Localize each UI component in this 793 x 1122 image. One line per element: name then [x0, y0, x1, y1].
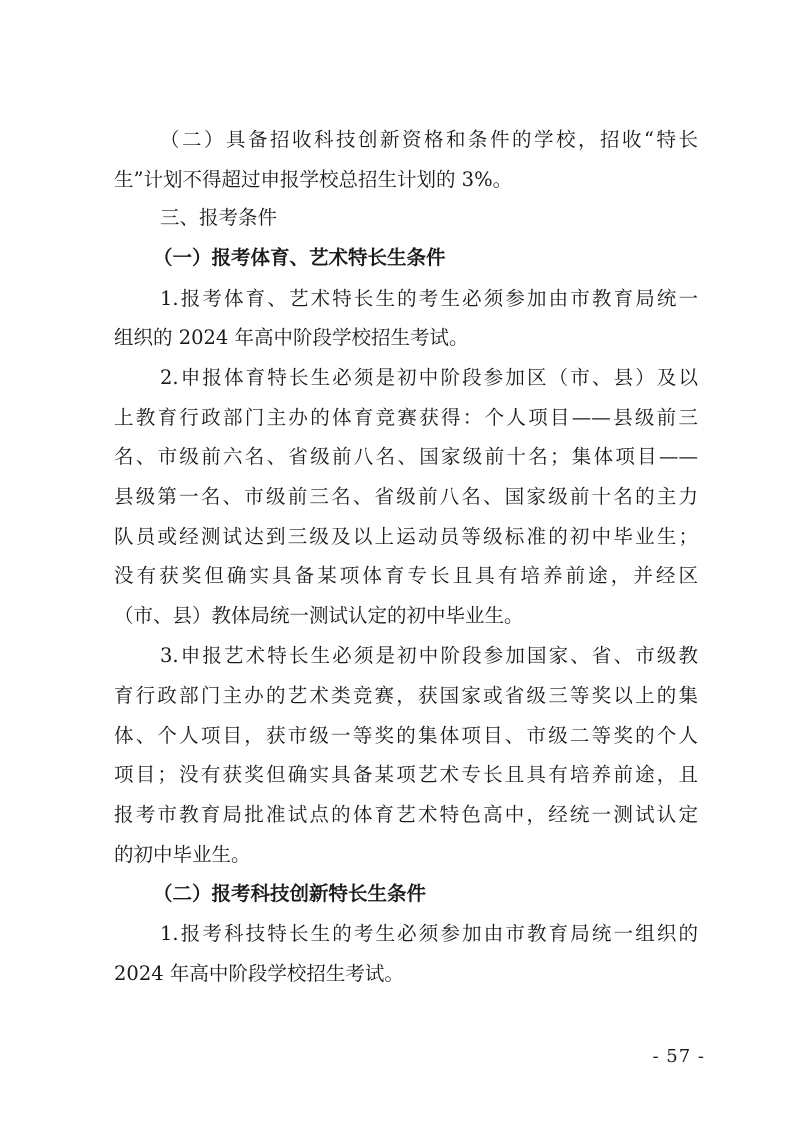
subsection-heading-text: （二）报考科技创新特长生条件: [153, 882, 427, 905]
text-line: [0, 320, 793, 356]
text-line: [0, 281, 793, 317]
text-line: [0, 837, 793, 873]
text-line: [0, 122, 793, 158]
paragraph-line: 体、个人项目，获市级一等奖的集体项目、市级二等奖的个人: [114, 724, 698, 747]
text-line: [0, 360, 793, 396]
paragraph-line: 县级第一名、市级前三名、省级前八名、国家级前十名的主力: [114, 485, 698, 508]
paragraph-line: 队员或经测试达到三级及以上运动员等级标准的初中毕业生；: [114, 525, 698, 548]
text-line: [0, 916, 793, 952]
subsection-heading: [0, 876, 793, 912]
text-line: [0, 678, 793, 714]
text-line: [0, 638, 793, 674]
paragraph-line: 组织的 2024 年高中阶段学校招生考试。: [114, 326, 469, 349]
section-heading: [0, 200, 793, 236]
text-line: [0, 956, 793, 992]
text-line: [0, 400, 793, 436]
text-line: [0, 598, 793, 634]
section-heading-text: 三、报考条件: [160, 206, 278, 229]
page-number: - 57 -: [652, 1046, 705, 1067]
text-line: [0, 558, 793, 594]
paragraph-line: 2024 年高中阶段学校招生考试。: [114, 962, 404, 985]
paragraph-line: 育行政部门主办的艺术类竞赛，获国家或省级三等奖以上的集: [114, 684, 698, 707]
text-line: [0, 162, 793, 198]
paragraph-line: 的初中毕业生。: [114, 843, 251, 866]
paragraph-line: 项目；没有获奖但确实具备某项艺术专长且具有培养前途，且: [114, 763, 698, 786]
paragraph-line: （市、县）教体局统一测试认定的初中毕业生。: [114, 604, 524, 627]
text-line: [0, 519, 793, 555]
paragraph-line: （二）具备招收科技创新资格和条件的学校，招收“特长: [160, 128, 698, 151]
paragraph-line: 上教育行政部门主办的体育竞赛获得：个人项目——县级前三: [114, 406, 698, 429]
paragraph-line: 没有获奖但确实具备某项体育专长且具有培养前途，并经区: [114, 564, 698, 587]
paragraph-line: 3.申报艺术特长生必须是初中阶段参加国家、省、市级教: [160, 644, 698, 667]
text-line: [0, 718, 793, 754]
paragraph-line: 1.报考体育、艺术特长生的考生必须参加由市教育局统一: [160, 287, 698, 310]
text-line: [0, 439, 793, 475]
subsection-heading: [0, 240, 793, 276]
paragraph-line: 1.报考科技特长生的考生必须参加由市教育局统一组织的: [160, 922, 698, 945]
text-line: [0, 479, 793, 515]
subsection-heading-text: （一）报考体育、艺术特长生条件: [153, 246, 446, 269]
text-line: [0, 797, 793, 833]
paragraph-line: 生”计划不得超过申报学校总招生计划的 3%。: [114, 168, 513, 191]
text-line: [0, 757, 793, 793]
paragraph-line: 名、市级前六名、省级前八名、国家级前十名；集体项目——: [114, 445, 698, 468]
paragraph-line: 2.申报体育特长生必须是初中阶段参加区（市、县）及以: [160, 366, 698, 389]
paragraph-line: 报考市教育局批准试点的体育艺术特色高中，经统一测试认定: [114, 803, 698, 826]
